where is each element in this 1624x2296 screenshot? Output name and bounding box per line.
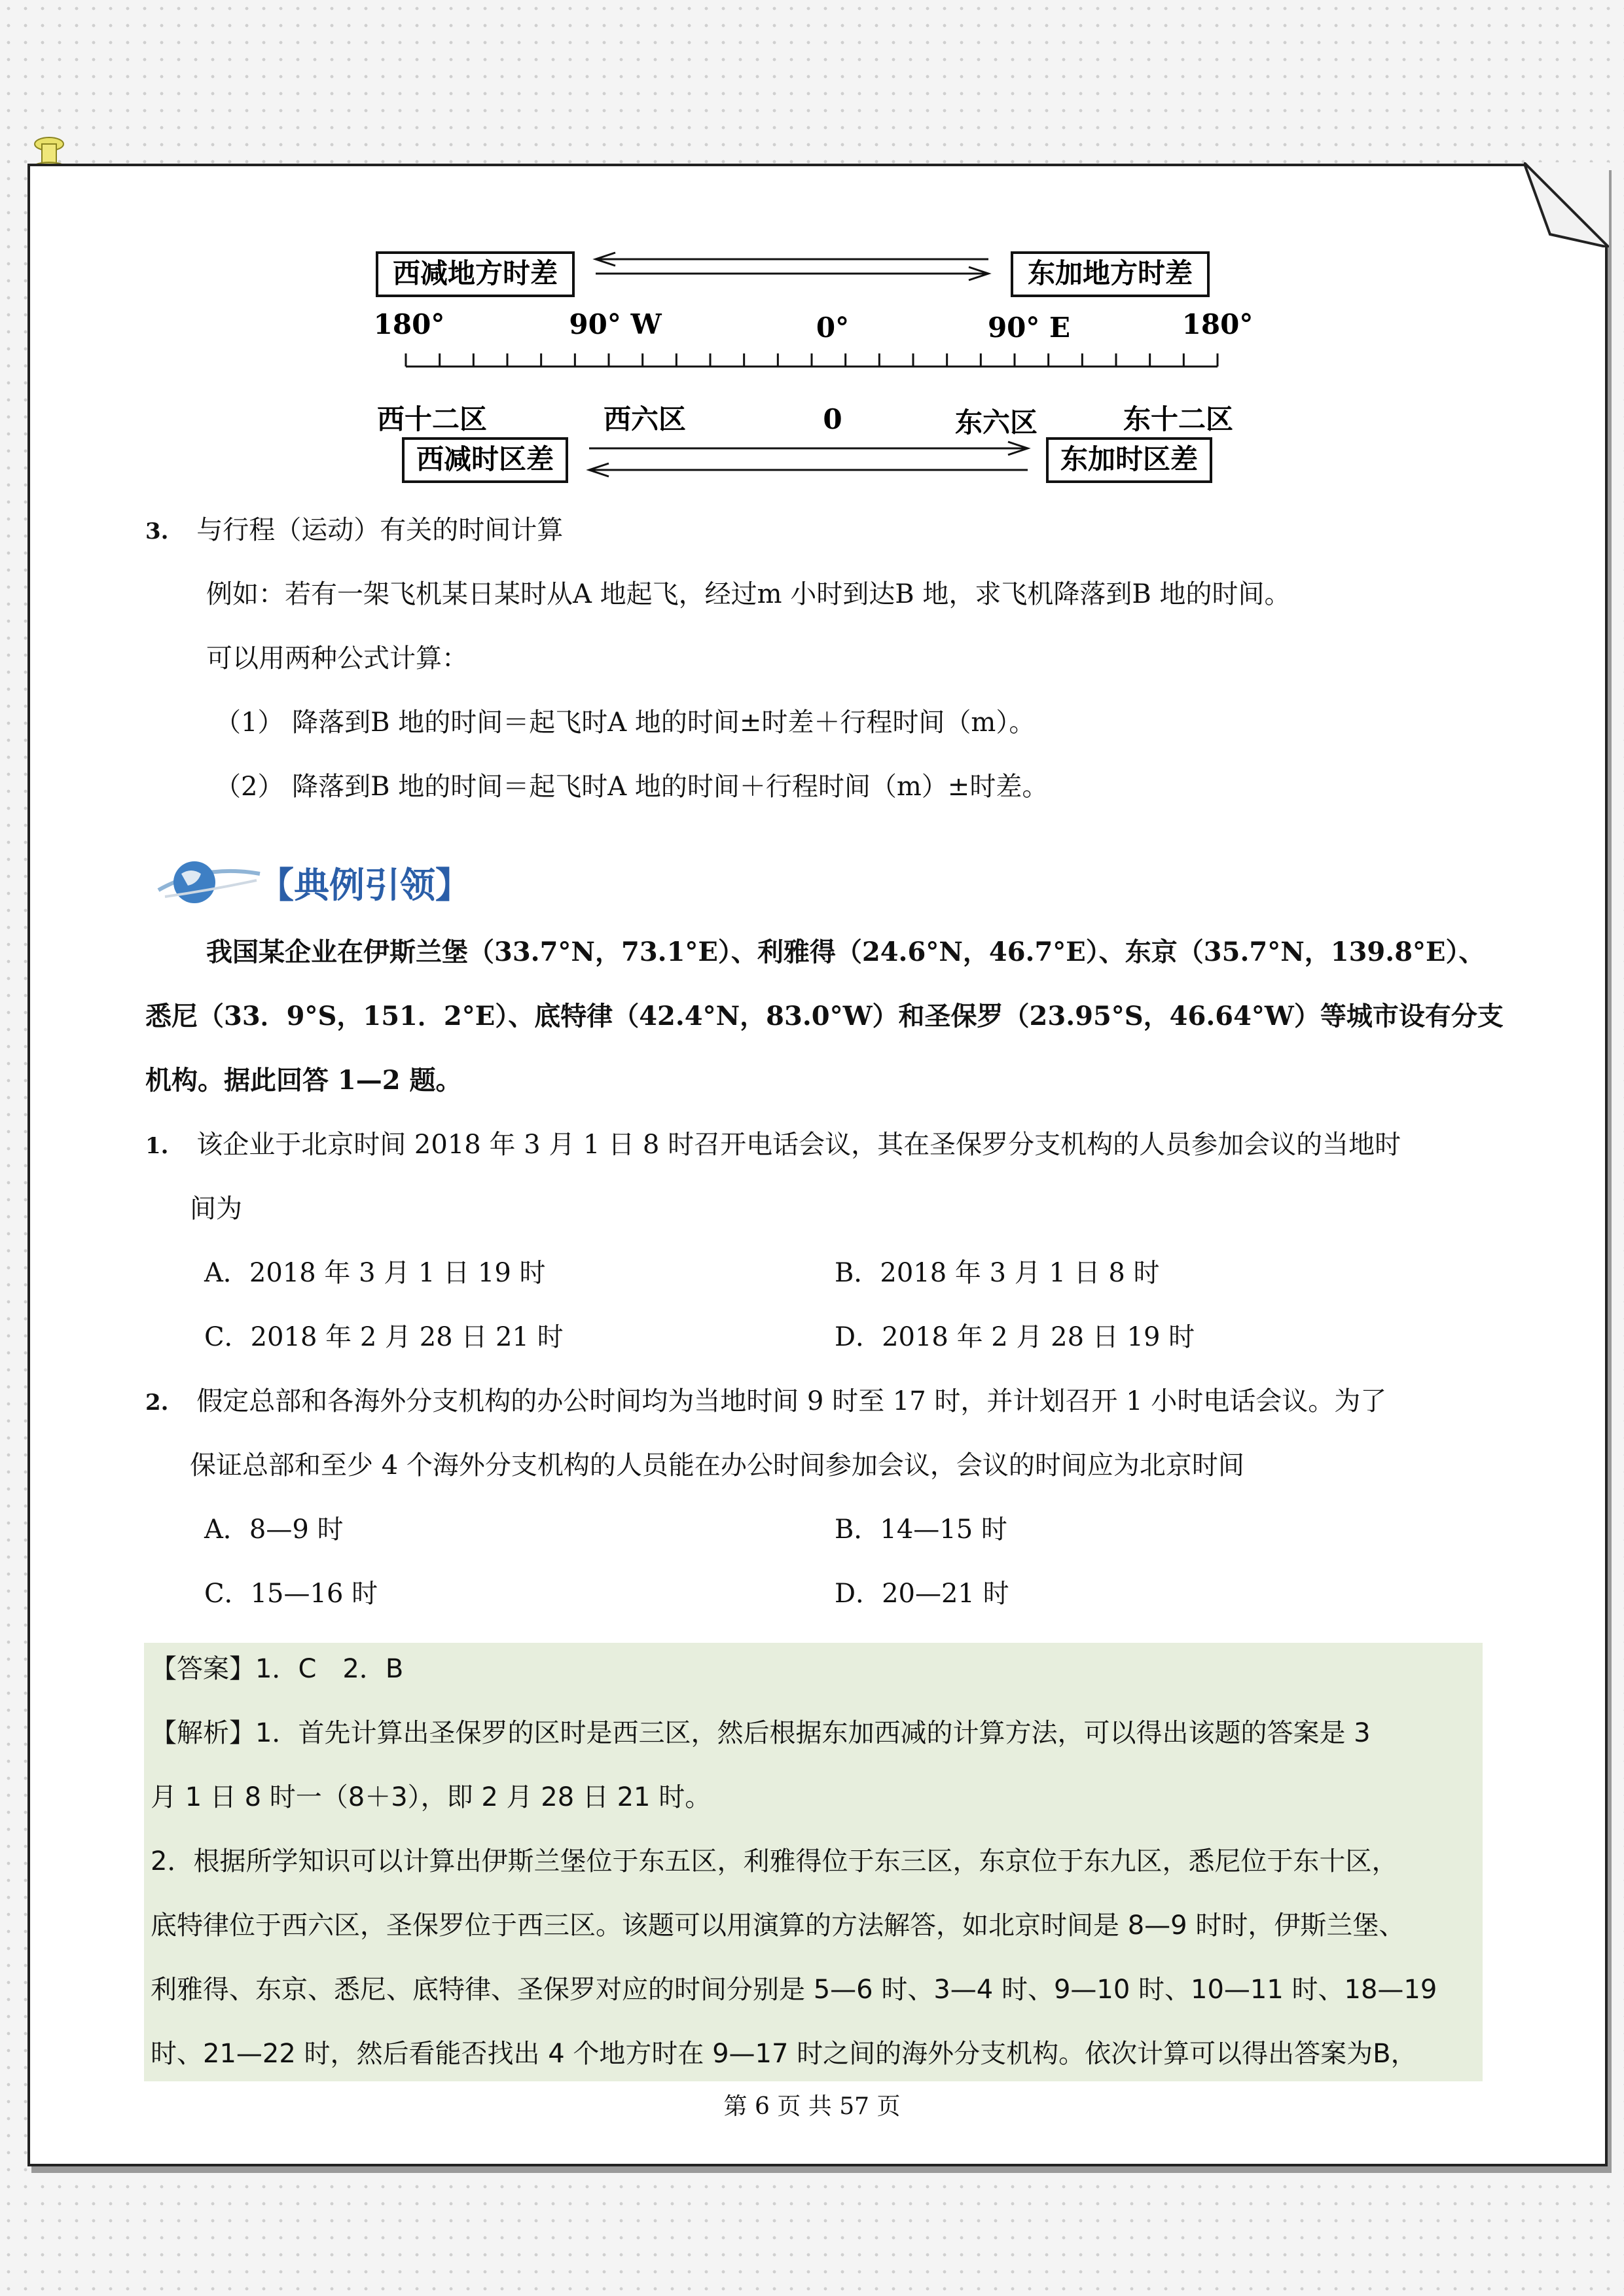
zone-w6: 西六区 xyxy=(603,403,687,435)
q2-text-1: 假定总部和各海外分支机构的办公时间均为当地时间 9 时至 17 时，并计划召开 1 小时电话会议。为了 xyxy=(196,1386,1387,1416)
section-title: 【典例引领】 xyxy=(259,864,471,906)
analysis-line-6: 时、21—22 时，然后看能否找出 4 个地方时在 9—17 时之间的海外分支机构。依次计算可以得出答案为B， xyxy=(151,2039,1417,2069)
q2-option-a[interactable]: A．8—9 时 xyxy=(204,1515,344,1545)
q2-option-c[interactable]: C．15—16 时 xyxy=(204,1579,378,1609)
stem-line-3: 机构。据此回答 1—2 题。 xyxy=(145,1065,462,1096)
q1-option-b[interactable]: B．2018 年 3 月 1 日 8 时 xyxy=(835,1258,1160,1288)
q2-text-2: 保证总部和至少 4 个海外分支机构的人员能在办公时间参加会议，会议的时间应为北京时间 xyxy=(190,1450,1244,1480)
ruler-ticks xyxy=(406,353,1218,367)
stem-line-1: 我国某企业在伊斯兰堡（33.7°N，73.1°E）、利雅得（24.6°N，46.7°E）、东京（35.7°N，139.8°E）、 xyxy=(206,937,1485,967)
q1-number: 1. xyxy=(145,1133,169,1159)
q1-line-1 xyxy=(145,1132,1401,1158)
analysis-line-3: 2．根据所学知识可以计算出伊斯兰堡位于东五区，利雅得位于东三区，东京位于东九区，悉尼位于东十区， xyxy=(151,1846,1398,1876)
section3-example: 例如：若有一架飞机某日某时从A 地起飞，经过m 小时到达B 地，求飞机降落到B 地的时间。 xyxy=(206,579,1291,609)
section3-heading xyxy=(145,517,563,543)
q2-option-d[interactable]: D．20—21 时 xyxy=(835,1579,1009,1609)
time-zone-diagram xyxy=(367,242,1270,497)
analysis-line-4: 底特律位于西六区，圣保罗位于西三区。该题可以用演算的方法解答，如北京时间是 8—9 时时，伊斯兰堡、 xyxy=(151,1910,1405,1941)
q1-option-a[interactable]: A．2018 年 3 月 1 日 19 时 xyxy=(204,1258,546,1288)
page-footer: 第 6 页 共 57 页 xyxy=(723,2093,901,2120)
answer-box xyxy=(144,1643,1483,2081)
analysis-line-2: 月 1 日 8 时一（8＋3），即 2 月 28 日 21 时。 xyxy=(151,1782,712,1812)
q1-text-2: 间为 xyxy=(190,1194,242,1224)
section3-number: 3. xyxy=(145,518,169,545)
section3-title: 与行程（运动）有关的时间计算 xyxy=(196,515,564,545)
lon-180-west: 180° xyxy=(373,308,445,340)
q1-option-c[interactable]: C．2018 年 2 月 28 日 21 时 xyxy=(204,1322,564,1352)
zone-w12: 西十二区 xyxy=(376,403,488,435)
box-west-zone: 西减时区差 xyxy=(416,443,554,475)
zone-e6: 东六区 xyxy=(954,406,1038,439)
zone-e12: 东十二区 xyxy=(1123,403,1234,435)
lon-90e: 90° E xyxy=(987,312,1071,344)
zone-0: 0 xyxy=(823,403,842,435)
box-west-local: 西减地方时差 xyxy=(392,257,558,289)
formula-1: （1） 降落到B 地的时间＝起飞时A 地的时间±时差＋行程时间（m）。 xyxy=(215,708,1036,738)
q2-line-1 xyxy=(145,1388,1386,1414)
lon-180-east: 180° xyxy=(1182,308,1254,340)
stem-line-2: 悉尼（33．9°S，151．2°E）、底特律（42.4°N，83.0°W）和圣保罗（23.95°S，46.64°W）等城市设有分支 xyxy=(145,1001,1504,1031)
q1-option-d[interactable]: D．2018 年 2 月 28 日 19 时 xyxy=(835,1322,1195,1352)
box-east-local: 东加地方时差 xyxy=(1027,257,1193,289)
globe-icon xyxy=(152,851,263,910)
box-east-zone: 东加时区差 xyxy=(1060,443,1199,475)
lon-90w: 90° W xyxy=(569,308,662,340)
q1-text-1: 该企业于北京时间 2018 年 3 月 1 日 8 时召开电话会议，其在圣保罗分支机构的人员参加会议的当地时 xyxy=(196,1130,1401,1160)
lon-0: 0° xyxy=(816,312,850,344)
section3-intro: 可以用两种公式计算： xyxy=(206,643,468,673)
page-curl xyxy=(1524,162,1609,247)
answer-line: 【答案】1．C 2．B xyxy=(151,1654,404,1684)
formula-2: （2） 降落到B 地的时间＝起飞时A 地的时间＋行程时间（m）±时差。 xyxy=(215,772,1049,802)
q2-option-b[interactable]: B．14—15 时 xyxy=(835,1515,1007,1545)
q2-number: 2. xyxy=(145,1390,169,1416)
analysis-line-5: 利雅得、东京、悉尼、底特律、圣保罗对应的时间分别是 5—6 时、3—4 时、9—10 时、10—11 时、18—19 xyxy=(151,1975,1437,2005)
analysis-line-1: 【解析】1．首先计算出圣保罗的区时是西三区，然后根据东加西减的计算方法，可以得出该题的答案是 3 xyxy=(151,1718,1371,1748)
